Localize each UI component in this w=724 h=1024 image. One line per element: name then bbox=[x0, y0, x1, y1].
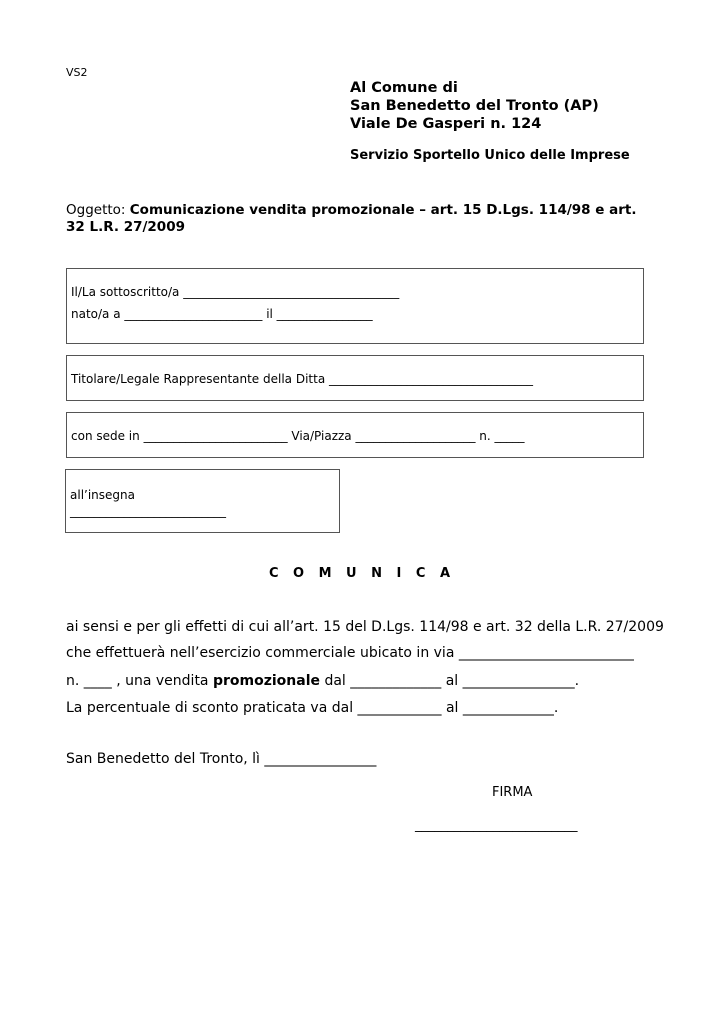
body-line-3-pre: n. ____ , una vendita bbox=[66, 673, 213, 689]
recipient-line-1: Al Comune di bbox=[350, 80, 458, 96]
recipient-service: Servizio Sportello Unico delle Imprese bbox=[350, 148, 630, 163]
subject-text-2: 32 L.R. 27/2009 bbox=[66, 219, 185, 235]
subject-text-1: Comunicazione vendita promozionale – art. 15 D.Lgs. 114/98 e art. bbox=[129, 202, 637, 218]
role-box bbox=[66, 355, 644, 401]
seat-box bbox=[66, 412, 644, 458]
role-field[interactable]: Titolare/Legale Rappresentante della Ditta __________________________________ bbox=[71, 372, 533, 386]
seat-field[interactable]: con sede in ________________________ Via/Piazza ____________________ n. _____ bbox=[71, 429, 525, 443]
signatory-box bbox=[66, 268, 644, 344]
body-line-3-bold: promozionale bbox=[212, 673, 320, 689]
sign-name-label: all’insegna bbox=[70, 488, 135, 502]
comunica-heading: C O M U N I C A bbox=[268, 566, 456, 581]
body-line-3-post: dal _____________ al ________________. bbox=[320, 673, 580, 689]
birth-field[interactable]: nato/a a _______________________ il ________________ bbox=[71, 307, 373, 321]
place-date[interactable]: San Benedetto del Tronto, lì ________________ bbox=[66, 751, 377, 767]
signature-line[interactable]: _________________________ bbox=[415, 818, 578, 833]
subject bbox=[66, 202, 666, 236]
recipient-line-3: Viale De Gasperi n. 124 bbox=[350, 116, 542, 132]
body-line-1: ai sensi e per gli effetti di cui all’art. 15 del D.Lgs. 114/98 e art. 32 della L.R. 27/2009 bbox=[66, 619, 664, 635]
document-code: VS2 bbox=[66, 66, 88, 79]
body-line-3[interactable] bbox=[66, 673, 579, 689]
sign-name-field[interactable]: __________________________ bbox=[70, 504, 226, 518]
sign-name-box bbox=[65, 469, 340, 533]
body-line-4[interactable]: La percentuale di sconto praticata va dal ____________ al _____________. bbox=[66, 700, 559, 716]
recipient-line-2: San Benedetto del Tronto (AP) bbox=[350, 98, 599, 114]
signature-label: FIRMA bbox=[492, 785, 533, 800]
subject-label: Oggetto: bbox=[66, 202, 130, 218]
signatory-field[interactable]: Il/La sottoscritto/a ____________________________________ bbox=[71, 285, 400, 299]
body-line-2[interactable]: che effettuerà nell’esercizio commerciale ubicato in via _________________________ bbox=[66, 645, 634, 661]
